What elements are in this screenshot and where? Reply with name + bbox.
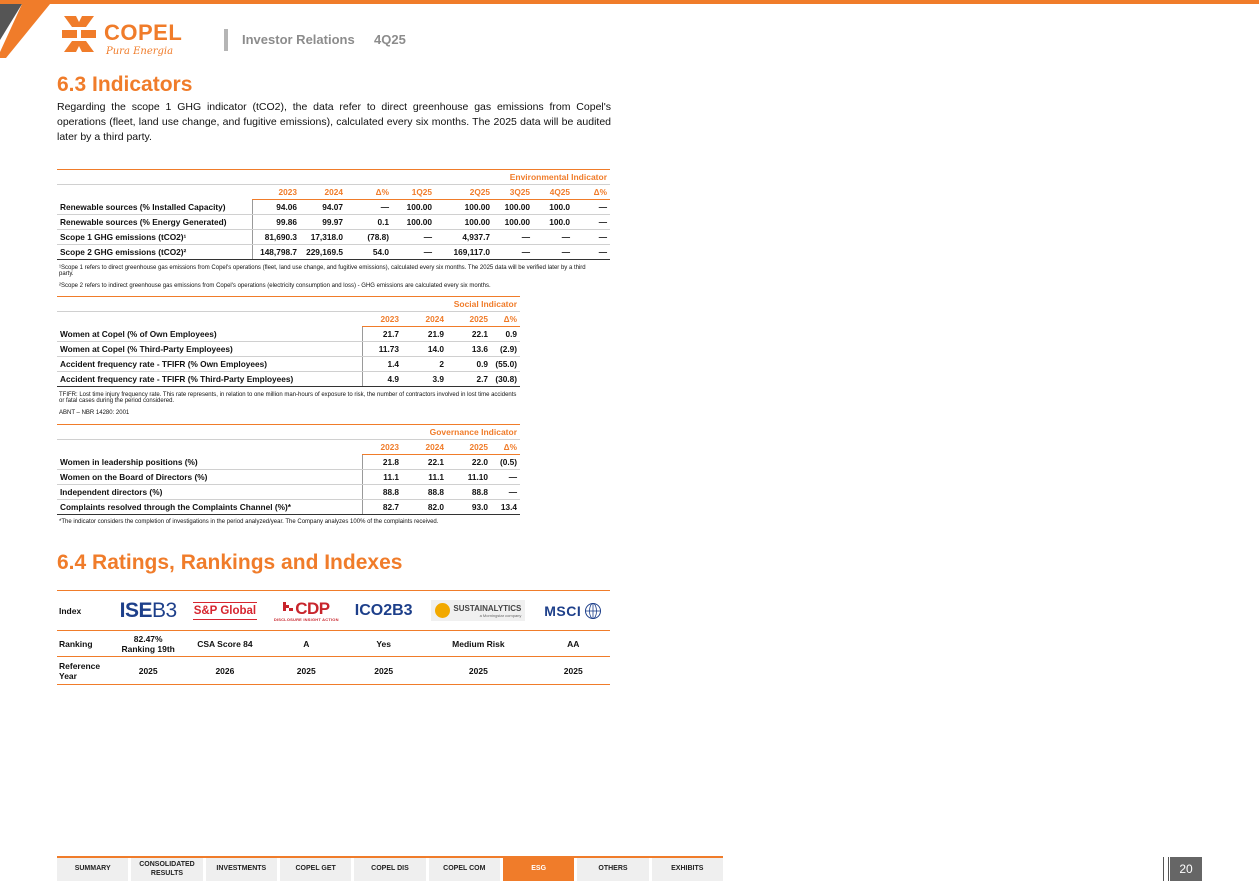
table-cell: 100.0 [533,215,573,230]
cdp-logo: CDP DISCLOSURE INSIGHT ACTION [265,591,347,631]
table-row [57,342,520,357]
brand-name: COPEL [104,20,183,45]
rating-cell: Medium Risk [420,631,536,657]
row-label-year: Reference Year [57,657,112,685]
header-separator [224,29,228,51]
table-cell: 22.1 [447,327,491,342]
column-header: Δ% [491,312,520,327]
table-cell: 21.8 [362,455,402,470]
year-cell: 2025 [536,657,610,685]
table-row [57,500,520,515]
table-cell: 21.7 [362,327,402,342]
sustainalytics-logo: SUSTAINALYTICS a Morningstar company [420,591,536,631]
rating-cell: CSA Score 84 [184,631,265,657]
year-cell: 2025 [265,657,347,685]
nav-summary[interactable]: SUMMARY [57,858,128,881]
table-cell: 99.86 [252,215,300,230]
table-cell: 100.00 [435,215,493,230]
row-label: Scope 2 GHG emissions (tCO2)² [57,245,252,260]
table-cell: — [573,245,610,260]
row-label: Accident frequency rate - TFIFR (% Own Employees) [57,357,362,372]
table-cell: 13.4 [491,500,520,515]
table-cell: 100.00 [392,215,435,230]
row-label: Women on the Board of Directors (%) [57,470,362,485]
table-cell: (2.9) [491,342,520,357]
table-cell: — [346,200,392,215]
top-accent-bar [0,0,1259,4]
row-label: Women at Copel (% of Own Employees) [57,327,362,342]
table-cell: 3.9 [402,372,447,387]
sustainalytics-sun-icon [435,603,450,618]
environmental-table [57,169,610,260]
table-cell: — [533,245,573,260]
table-cell: 0.1 [346,215,392,230]
nav-consolidated-results[interactable]: CONSOLIDATED RESULTS [131,858,202,881]
environmental-footnote-1: ¹Scope 1 refers to direct greenhouse gas emissions from Copel's operations (fleet, land use change, and fugitive emissions), calculated every six months. The 2025 data will be verified later by a third party. [59,265,586,277]
column-header: 2Q25 [435,185,493,200]
column-header: Δ% [491,440,520,455]
cdp-mark-icon [283,602,293,614]
table-cell: 11.73 [362,342,402,357]
ratings-table [57,590,610,685]
table-cell: (55.0) [491,357,520,372]
table-row [57,357,520,372]
column-header: 4Q25 [533,185,573,200]
section-title-ratings: 6.4 Ratings, Rankings and Indexes [57,551,403,574]
corner-decoration [0,0,50,60]
table-cell: 2.7 [447,372,491,387]
indicators-intro: Regarding the scope 1 GHG indicator (tCO2), the data refer to direct greenhouse gas emissions from Copel's operations (fleet, land use change, and fugitive emissions), calculated every six months. The 2025 data will be audited later by a third party. [57,101,611,143]
rating-cell: AA [536,631,610,657]
table-cell: 88.8 [447,485,491,500]
copel-logo[interactable] [62,16,182,62]
table-cell: 100.00 [392,200,435,215]
table-cell: — [493,245,533,260]
column-header: 2025 [447,312,491,327]
social-caption: Social Indicator [57,297,520,312]
header-period: 4Q25 [374,32,406,47]
table-cell: 11.10 [447,470,491,485]
column-header: 1Q25 [392,185,435,200]
table-cell: 11.1 [402,470,447,485]
column-header: 2023 [252,185,300,200]
table-cell: — [573,200,610,215]
table-cell: 2 [402,357,447,372]
table-row [57,200,610,215]
table-cell: 0.9 [491,327,520,342]
social-footnote-1: TFIFR: Lost time injury frequency rate. This rate represents, in relation to one million man-hours of exposure to risk, the number of contractors involved in lost time accidents or fatal cases during the period considered. [59,392,517,404]
nav-investments[interactable]: INVESTMENTS [206,858,277,881]
table-cell: 88.8 [362,485,402,500]
table-cell: 229,169.5 [300,245,346,260]
nav-copel-get[interactable]: COPEL GET [280,858,351,881]
table-cell: 94.06 [252,200,300,215]
table-cell: 4,937.7 [435,230,493,245]
row-label: Complaints resolved through the Complaints Channel (%)* [57,500,362,515]
table-cell: — [493,230,533,245]
table-cell: 22.0 [447,455,491,470]
row-label: Women at Copel (% Third-Party Employees) [57,342,362,357]
ico2-b3-logo: ICO2B3 [347,591,420,631]
column-header: 2023 [362,440,402,455]
table-cell: 169,117.0 [435,245,493,260]
table-cell: 100.0 [533,200,573,215]
table-row [57,215,610,230]
table-cell: 4.9 [362,372,402,387]
table-row [57,372,520,387]
column-header: 2024 [402,312,447,327]
table-cell: 21.9 [402,327,447,342]
header-title: Investor Relations [242,32,355,47]
table-cell: 13.6 [447,342,491,357]
globe-icon [584,602,602,620]
table-cell: 88.8 [402,485,447,500]
table-cell: — [392,245,435,260]
social-table [57,296,520,387]
table-row [57,470,520,485]
row-label: Scope 1 GHG emissions (tCO2)¹ [57,230,252,245]
table-cell: (78.8) [346,230,392,245]
row-label: Women in leadership positions (%) [57,455,362,470]
nav-exhibits[interactable]: EXHIBITS [652,858,723,881]
nav-others[interactable]: OTHERS [577,858,648,881]
row-label: Independent directors (%) [57,485,362,500]
rating-cell: 82.47% Ranking 19th [112,631,184,657]
column-header: 2024 [300,185,346,200]
page-number-bars [1163,857,1169,881]
governance-table [57,424,520,515]
year-cell: 2025 [347,657,420,685]
year-cell: 2025 [112,657,184,685]
table-cell: 22.1 [402,455,447,470]
table-cell: 17,318.0 [300,230,346,245]
brand-tagline: Pura Energia [106,46,174,57]
section-title-indicators: 6.3 Indicators [57,73,193,96]
table-cell: 14.0 [402,342,447,357]
nav-esg[interactable]: ESG [503,858,574,881]
table-row [57,327,520,342]
table-cell: 82.7 [362,500,402,515]
column-header: Δ% [346,185,392,200]
table-cell: — [533,230,573,245]
table-cell: 81,690.3 [252,230,300,245]
environmental-footnote-2: ²Scope 2 refers to indirect greenhouse gas emissions from Copel's operations (electricity consumption and loss) - GHG emissions are calculated every six months. [59,283,491,289]
rating-cell: A [265,631,347,657]
table-cell: — [573,230,610,245]
column-header: 3Q25 [493,185,533,200]
column-header: 2023 [362,312,402,327]
table-cell: 99.97 [300,215,346,230]
msci-logo: MSCI [536,591,610,631]
copel-symbol-icon [62,16,96,52]
table-cell: 1.4 [362,357,402,372]
table-cell: 82.0 [402,500,447,515]
row-label-index: Index [57,591,112,631]
row-label: Renewable sources (% Installed Capacity) [57,200,252,215]
nav-copel-com[interactable]: COPEL COM [429,858,500,881]
column-header: 2024 [402,440,447,455]
column-header: 2025 [447,440,491,455]
row-label: Accident frequency rate - TFIFR (% Third-Party Employees) [57,372,362,387]
column-header: Δ% [573,185,610,200]
page-number: 20 [1170,857,1202,881]
iseb3-logo: ISEB3 [112,591,184,631]
table-cell: — [392,230,435,245]
table-row [57,485,520,500]
table-cell: — [491,470,520,485]
year-cell: 2025 [420,657,536,685]
governance-caption: Governance Indicator [57,425,520,440]
table-cell: 100.00 [493,215,533,230]
table-cell: 94.07 [300,200,346,215]
environmental-caption: Environmental Indicator [57,170,610,185]
table-row [57,230,610,245]
table-cell: 0.9 [447,357,491,372]
table-row [57,245,610,260]
table-row [57,455,520,470]
sp-global-logo: S&P Global [184,591,265,631]
nav-copel-dis[interactable]: COPEL DIS [354,858,425,881]
table-cell: 100.00 [435,200,493,215]
row-label-ranking: Ranking [57,631,112,657]
table-cell: 100.00 [493,200,533,215]
footer-nav [57,856,723,881]
rating-cell: Yes [347,631,420,657]
governance-footnote-1: *The indicator considers the completion of investigations in the period analyzed/year. The Company analyzes 100% of the complaints received. [59,519,439,525]
row-label: Renewable sources (% Energy Generated) [57,215,252,230]
table-cell: 11.1 [362,470,402,485]
table-cell: 93.0 [447,500,491,515]
table-cell: 148,798.7 [252,245,300,260]
table-cell: (30.8) [491,372,520,387]
social-footnote-2: ABNT – NBR 14280: 2001 [59,410,130,416]
year-cell: 2026 [184,657,265,685]
table-cell: 54.0 [346,245,392,260]
table-cell: — [491,485,520,500]
table-cell: — [573,215,610,230]
table-cell: (0.5) [491,455,520,470]
